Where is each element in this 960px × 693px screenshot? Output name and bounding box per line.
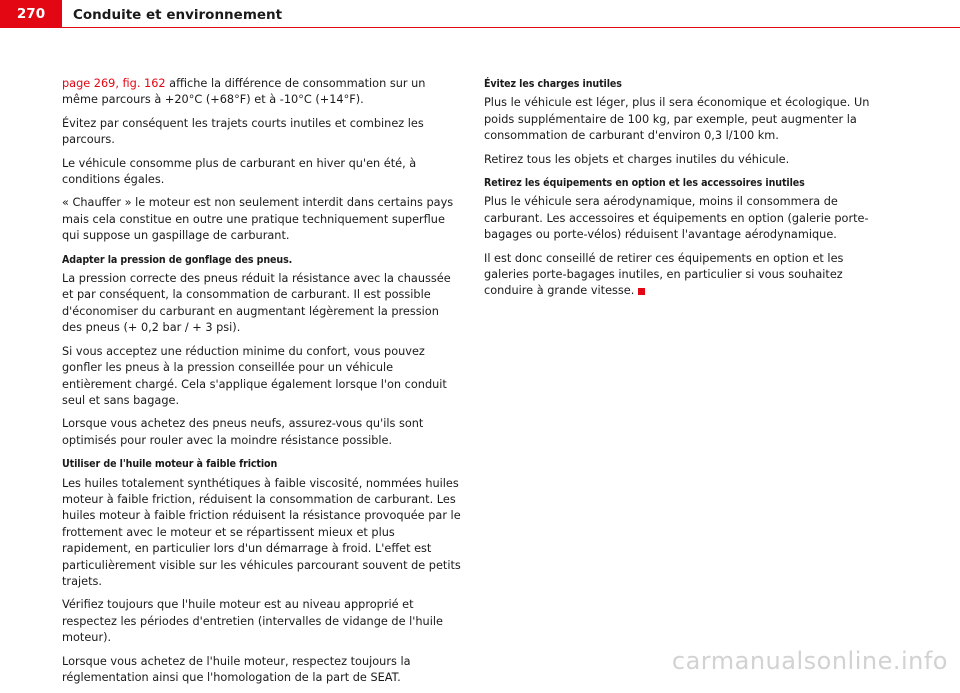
paragraph: Retirez tous les objets et charges inutiles du véhicule.	[484, 152, 790, 166]
paragraph	[484, 251, 884, 300]
figure-reference-link[interactable]: page 269, fig. 162	[62, 77, 166, 90]
paragraph: Lorsque vous achetez de l'huile moteur, respectez toujours la réglementation ainsi que l'homologation de la part de SEAT.	[62, 654, 411, 684]
section-heading: Adapter la pression de gonflage des pneus.	[62, 253, 293, 266]
paragraph: Si vous acceptez une réduction minime du confort, vous pouvez gonfler les pneus à la pression conseillée pour un véhicule entièrement chargé. Cela s'applique également lorsque l'on conduit seul et sans bagage.	[62, 344, 447, 407]
section-end-icon	[638, 288, 645, 295]
section-heading: Évitez les charges inutiles	[484, 78, 622, 90]
paragraph: Lorsque vous achetez des pneus neufs, assurez-vous qu'ils sont optimisés pour rouler avec la moindre résistance possible.	[62, 417, 424, 447]
right-column	[484, 76, 884, 307]
paragraph: Plus le véhicule sera aérodynamique, moins il consommera de carburant. Les accessoires et équipements en option (galerie porte-bagages ou porte-vélos) réduisent l'avantage aérodynamique.	[484, 195, 869, 242]
paragraph: Évitez par conséquent les trajets courts inutiles et combinez les parcours.	[62, 116, 424, 147]
paragraph: Plus le véhicule est léger, plus il sera économique et écologique. Un poids supplémentaire de 100 kg, par exemple, peut augmenter la consommation de carburant d'environ 0,3 l/100 km.	[484, 96, 870, 143]
header-rule	[62, 27, 960, 28]
paragraph-text: Il est donc conseillé de retirer ces équipements en option et les galeries porte-bagages inutiles, en particulier si vous souhaitez conduire à grande vitesse.	[484, 251, 844, 298]
paragraph: Les huiles totalement synthétiques à faible viscosité, nommées huiles moteur à faible friction, réduisent la consommation de carburant. Les huiles moteur à faible friction réduisent la résistance provoquée par le frottement avec le moteur et se répartissent mieux et plus rapidement, en particulier lors d'un démarrage à froid. L'effet est particulièrement visible sur les véhicules parcourant souvent de petits trajets.	[62, 476, 461, 588]
page-number: 270	[0, 0, 62, 28]
paragraph: « Chauffer » le moteur est non seulement interdit dans certains pays mais cela constitue en outre une pratique techniquement superflue qui suppose un gaspillage de carburant.	[62, 196, 454, 243]
paragraph: La pression correcte des pneus réduit la résistance avec la chaussée et par conséquent, la consommation de carburant. Il est possible d'économiser du carburant en augmentant légèrement la pression des pneus (+ 0,2 bar / + 3 psi).	[62, 272, 451, 335]
chapter-title: Conduite et environnement	[73, 7, 283, 23]
paragraph-text: affiche la différence de consommation sur un même parcours à +20°C (+68°F) et à -10°C (+14°F).	[62, 77, 426, 107]
paragraph: Le véhicule consomme plus de carburant en hiver qu'en été, à conditions égales.	[62, 156, 417, 187]
section-heading: Utiliser de l'huile moteur à faible friction	[62, 458, 278, 471]
paragraph: Vérifiez toujours que l'huile moteur est au niveau approprié et respectez les périodes d'entretien (intervalles de vidange de l'huile moteur).	[62, 598, 443, 645]
paragraph	[62, 76, 462, 109]
section-heading: Retirez les équipements en option et les accessoires inutiles	[484, 177, 805, 190]
left-column	[62, 76, 462, 693]
watermark: carmanualsonline.info	[671, 647, 948, 675]
